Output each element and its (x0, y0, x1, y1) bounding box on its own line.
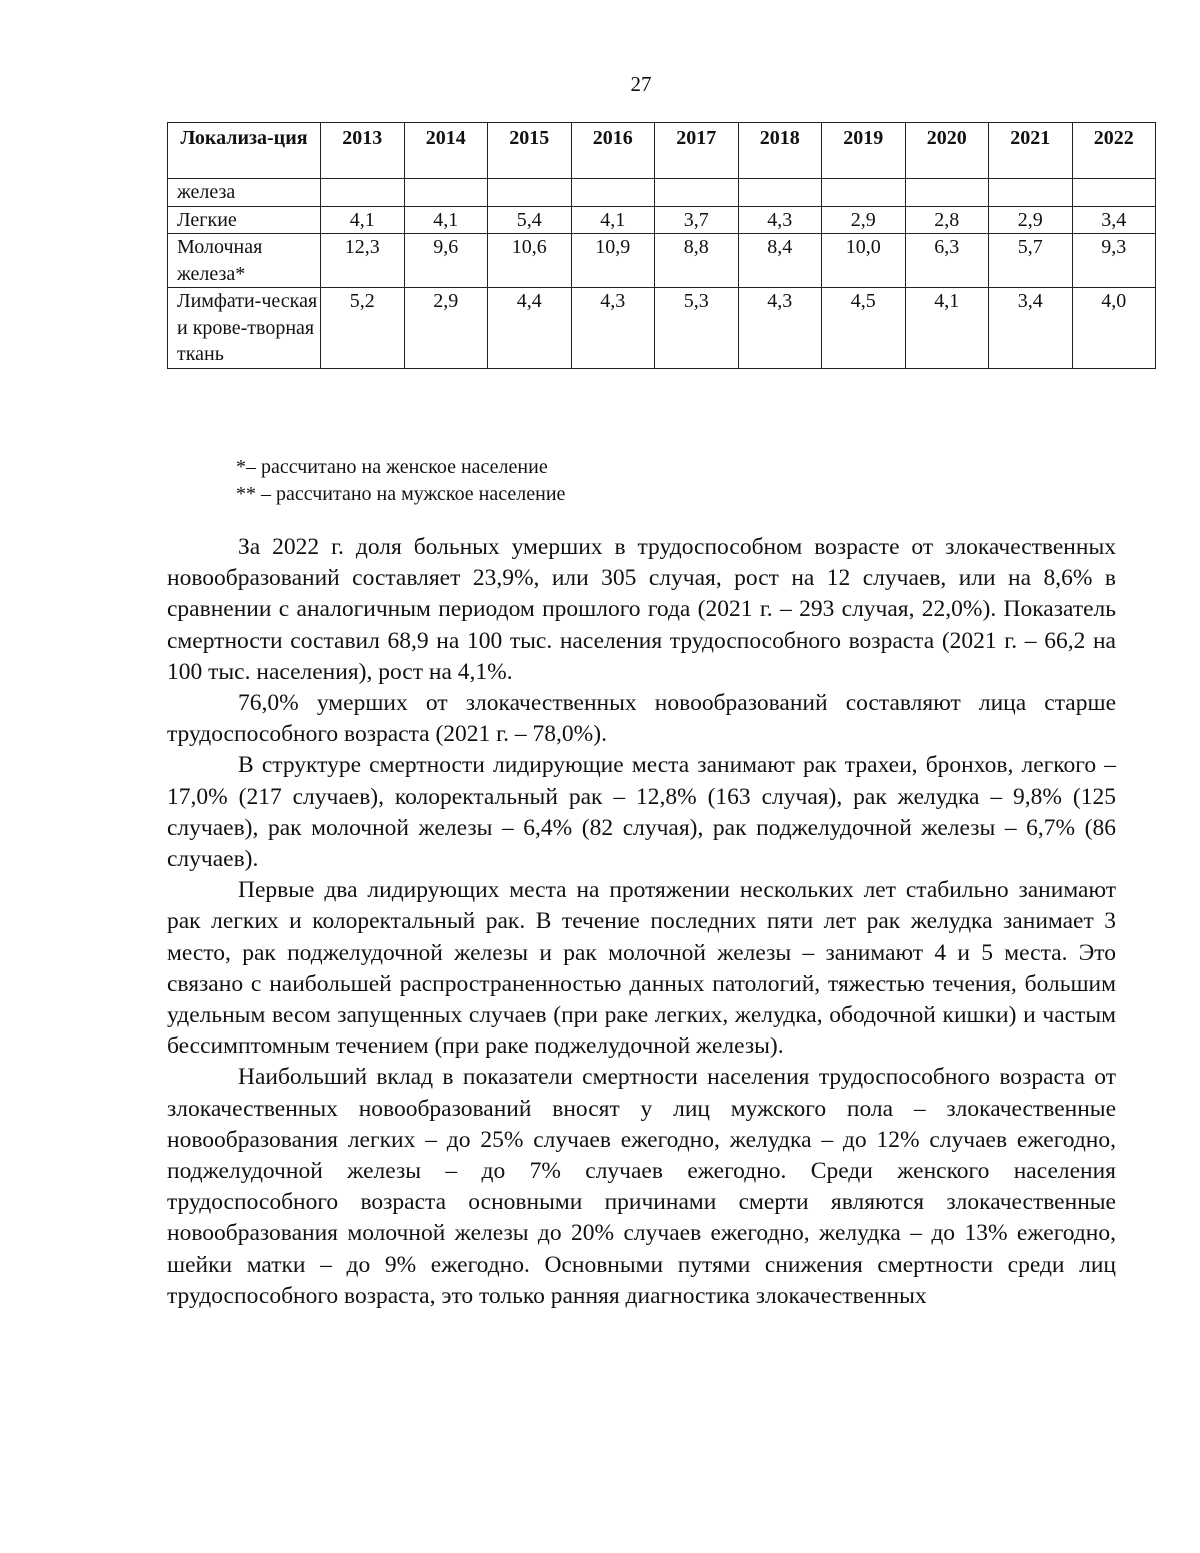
table-cell (1072, 179, 1156, 207)
table-cell (738, 179, 822, 207)
page-number: 27 (630, 72, 652, 96)
table-row (168, 206, 1156, 234)
paragraph: В структуре смертности лидирующие места занимают рак трахеи, бронхов, легкого – 17,0% (217 случаев), колоректальный рак – 12,8% (163 случая), рак желудка – 9,8% (125 случаев), рак молочной железы – 6,4% (82 случая), рак поджелудочной железы – 6,7% (86 случаев). (167, 752, 1116, 873)
paragraph: Наибольший вклад в показатели смертности населения трудоспособного возраста от злокачественных новообразований вносят у лиц мужского пола – злокачественные новообразования легких – до 25% случаев ежегодно, желудка – до 12% случаев ежегодно, поджелудочной железы – до 7% случаев ежегодно. Среди женского населения трудоспособного возраста основными причинами смерти являются злокачественные новообразования молочной железы до 20% случаев ежегодно, желудка – до 13% ежегодно, шейки матки – до 9% ежегодно. Основными путями снижения смертности среди лиц трудоспособного возраста, это только ранняя диагностика злокачественных (167, 1064, 1116, 1309)
table-cell: 4,0 (1072, 288, 1156, 369)
table-cell: 4,4 (488, 288, 572, 369)
table-cell: 4,1 (571, 206, 655, 234)
table-cell: 10,6 (488, 234, 572, 288)
table-cell: 2,9 (989, 206, 1073, 234)
header-year: 2017 (655, 123, 739, 179)
table-cell: 4,5 (822, 288, 906, 369)
table-header-row (168, 123, 1156, 179)
header-year: 2021 (989, 123, 1073, 179)
table-cell: 4,3 (571, 288, 655, 369)
paragraph: Первые два лидирующих места на протяжении нескольких лет стабильно занимают рак легких и колоректальный рак. В течение последних пяти лет рак желудка занимает 3 место, рак поджелудочной железы и рак молочной железы – занимают 4 и 5 места. Это связано с наибольшей распространенностью данных патологий, тяжестью течения, большим удельным весом запущенных случаев (при раке легких, желудка, ободочной кишки) и частым бессимптомным течением (при раке поджелудочной железы). (167, 877, 1116, 1060)
table-cell: 3,4 (1072, 206, 1156, 234)
table-cell: 5,7 (989, 234, 1073, 288)
table-cell: 12,3 (321, 234, 405, 288)
table-cell (321, 179, 405, 207)
row-label: Лимфати-ческая и крове-творная ткань (168, 288, 321, 369)
table-cell: 3,4 (989, 288, 1073, 369)
table-cell (404, 179, 488, 207)
table-cell: 5,4 (488, 206, 572, 234)
table-cell: 2,8 (905, 206, 989, 234)
table-cell: 9,3 (1072, 234, 1156, 288)
row-label: Молочная железа* (168, 234, 321, 288)
header-year: 2015 (488, 123, 572, 179)
table-cell (989, 179, 1073, 207)
table-cell: 4,3 (738, 206, 822, 234)
table-cell: 5,3 (655, 288, 739, 369)
table-cell: 2,9 (404, 288, 488, 369)
row-label: Легкие (168, 206, 321, 234)
header-year: 2016 (571, 123, 655, 179)
table-cell: 4,1 (321, 206, 405, 234)
table-cell: 2,9 (822, 206, 906, 234)
table-row (168, 234, 1156, 288)
footnote-female: *– рассчитано на женское население (236, 456, 548, 478)
table-row (168, 288, 1156, 369)
table-cell: 4,3 (738, 288, 822, 369)
table-cell: 8,8 (655, 234, 739, 288)
header-year: 2014 (404, 123, 488, 179)
header-year: 2013 (321, 123, 405, 179)
table-cell (822, 179, 906, 207)
header-year: 2022 (1072, 123, 1156, 179)
footnote-male: ** – рассчитано на мужское население (236, 483, 566, 505)
table-cell (488, 179, 572, 207)
header-year: 2019 (822, 123, 906, 179)
table-cell: 8,4 (738, 234, 822, 288)
table-cell: 4,1 (404, 206, 488, 234)
table-cell: 3,7 (655, 206, 739, 234)
body-text (167, 532, 1116, 1312)
table-cell: 5,2 (321, 288, 405, 369)
header-year: 2018 (738, 123, 822, 179)
header-localization: Локализа-ция (168, 123, 321, 179)
table-row (168, 179, 1156, 207)
table-cell: 6,3 (905, 234, 989, 288)
footnotes (236, 454, 565, 508)
table-cell: 4,1 (905, 288, 989, 369)
table-cell: 10,9 (571, 234, 655, 288)
header-year: 2020 (905, 123, 989, 179)
paragraph: 76,0% умерших от злокачественных новообразований составляют лица старше трудоспособного возраста (2021 г. – 78,0%). (167, 690, 1116, 748)
table-cell (655, 179, 739, 207)
row-label: железа (168, 179, 321, 207)
table-cell (571, 179, 655, 207)
table-cell (905, 179, 989, 207)
table-cell: 10,0 (822, 234, 906, 288)
mortality-table (167, 122, 1156, 369)
table-cell: 9,6 (404, 234, 488, 288)
paragraph: За 2022 г. доля больных умерших в трудоспособном возрасте от злокачественных новообразований составляет 23,9%, или 305 случая, рост на 12 случаев, или на 8,6% в сравнении с аналогичным периодом прошлого года (2021 г. – 293 случая, 22,0%). Показатель смертности составил 68,9 на 100 тыс. населения трудоспособного возраста (2021 г. – 66,2 на 100 тыс. населения), рост на 4,1%. (167, 534, 1116, 685)
